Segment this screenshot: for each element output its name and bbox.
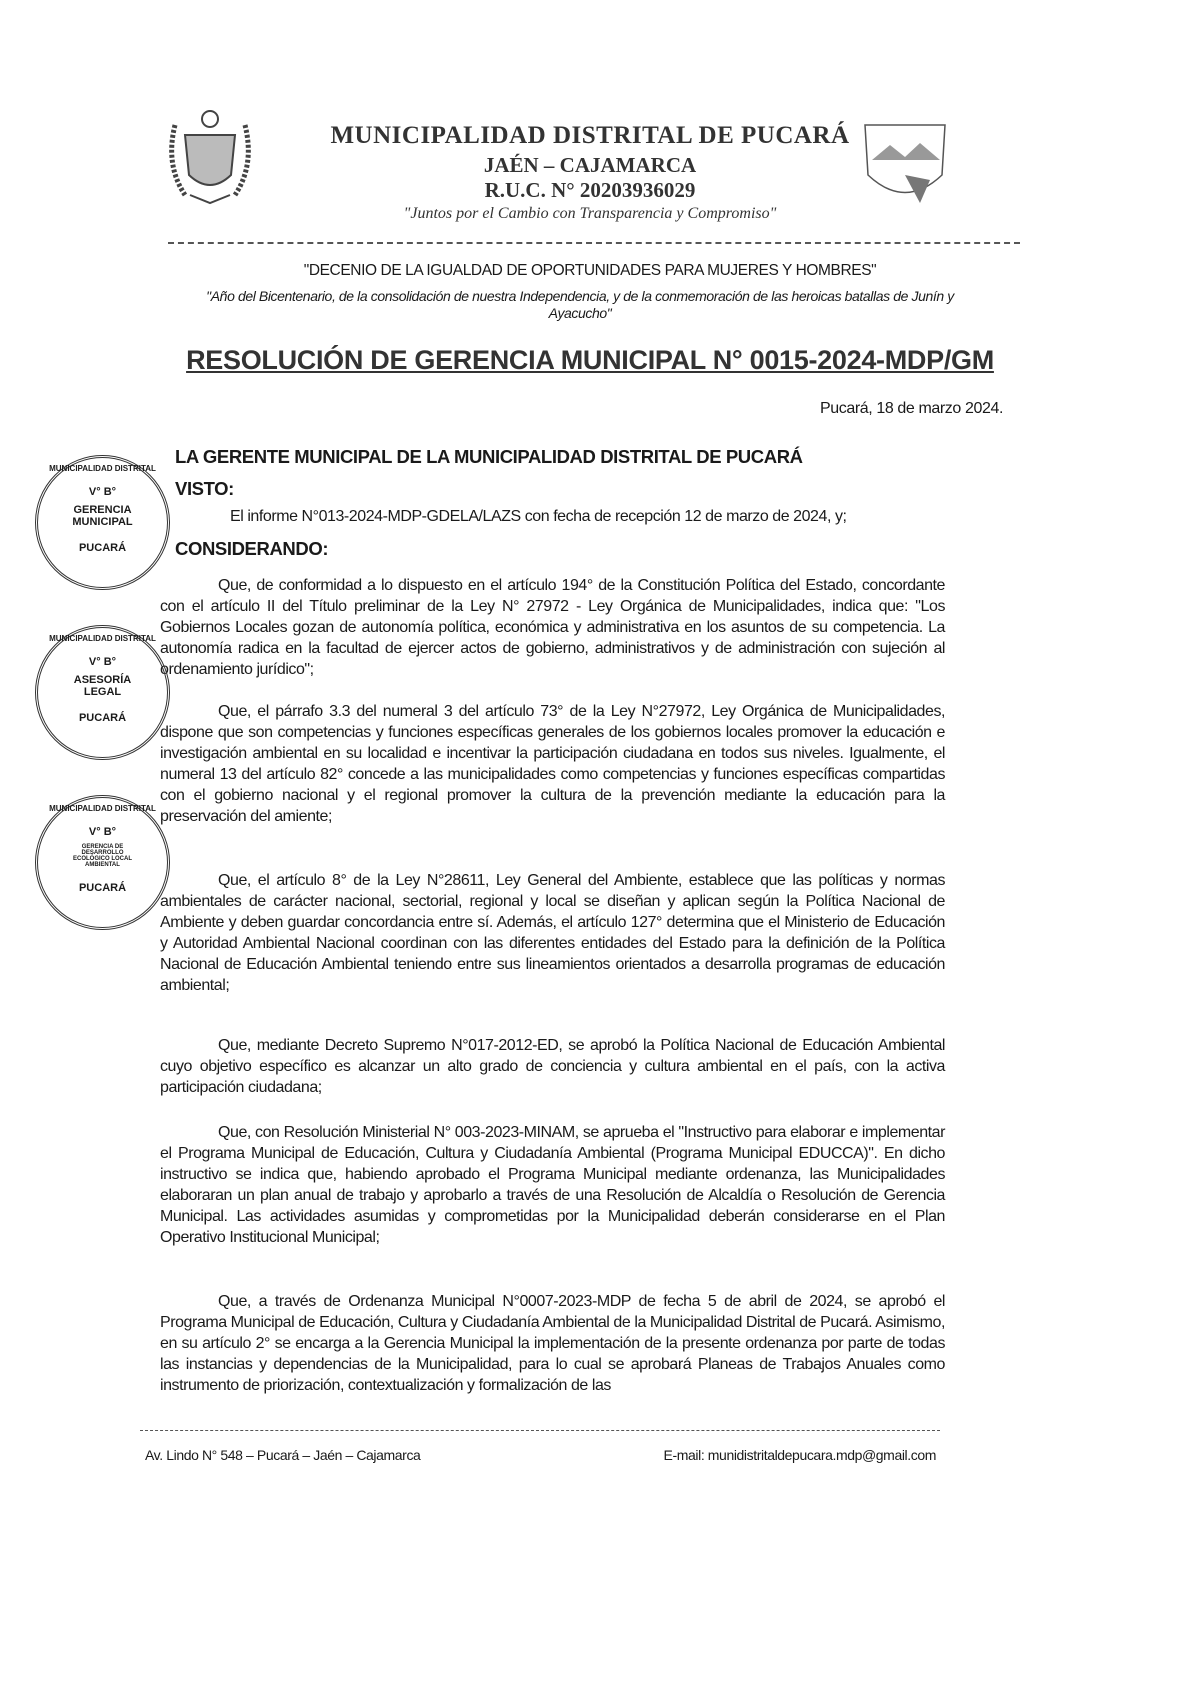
stamp-vb: V° B° [88, 656, 117, 668]
paragraph-1: Que, de conformidad a lo dispuesto en el artículo 194° de la Constitución Política del Estado, concordante con el artículo II del Título preliminar de la Ley N° 27972 - Ley Orgánica de Municipalidades, indica que: "Los Gobiernos Locales gozan de autonomía política, económica y administrativa en los asuntos de su competencia. La autonomía radica en la facultad de ejercer actos de gobierno, administrativos y de administración con sujeción al ordenamiento jurídico"; [160, 577, 945, 678]
decade-name: "DECENIO DE LA IGUALDAD DE OPORTUNIDADES PARA MUJERES Y HOMBRES" [303, 262, 877, 279]
stamp-office: ASESORÍA LEGAL [73, 674, 132, 698]
peru-coat-of-arms-logo [165, 105, 255, 205]
header-divider [168, 242, 1020, 244]
footer-address: Av. Lindo N° 548 – Pucará – Jaén – Cajamarca [145, 1447, 421, 1463]
stamp-vb: V° B° [88, 486, 117, 498]
stamp-bottom: PUCARÁ [78, 712, 127, 724]
footer-email: E-mail: munidistritaldepucara.mdp@gmail.com [663, 1447, 936, 1463]
municipality-ruc: R.U.C. N° 20203936029 [484, 178, 696, 202]
stamp-vb: V° B° [88, 826, 117, 838]
stamp-office: GERENCIA DE DESARROLLO ECOLÓGICO LOCAL AMBIENTAL [73, 844, 132, 868]
stamp-top: MUNICIPALIDAD DISTRITAL [49, 464, 156, 473]
resolution-title: RESOLUCIÓN DE GERENCIA MUNICIPAL N° 0015-2024-MDP/GM [186, 345, 994, 375]
authority-heading: LA GERENTE MUNICIPAL DE LA MUNICIPALIDAD DISTRITAL DE PUCARÁ [175, 446, 803, 467]
municipality-motto: "Juntos por el Cambio con Transparencia y Compromiso" [403, 205, 777, 222]
stamp-office: GERENCIA MUNICIPAL [72, 504, 133, 528]
municipality-location: JAÉN – CAJAMARCA [483, 153, 697, 177]
stamp-bottom: PUCARÁ [78, 882, 127, 894]
stamp-desarrollo-ambiental [35, 795, 170, 930]
paragraph-4: Que, mediante Decreto Supremo N°017-2012-ED, se aprobó la Política Nacional de Educación Ambiental cuyo objetivo específico es alcanzar un alto grado de conciencia y cultura ambiental en el país, con la activa participación ciudadana; [160, 1037, 945, 1096]
stamp-bottom: PUCARÁ [78, 542, 127, 554]
paragraph-3: Que, el artículo 8° de la Ley N°28611, Ley General del Ambiente, establece que las políticas y normas ambientales de carácter nacional, sectorial, regional y local se diseñan y aplican según la Política Nacional de Ambiente y deben guardar concordancia entre sí. Además, el artículo 127° determina que el Ministerio de Educación y Autoridad Ambiental Nacional coordinan con las diferentes entidades del Estado para la definición de la Política Nacional de Educación Ambiental teniendo entre sus lineamientos orientados a desarrolla programas de educación ambiental; [160, 872, 945, 994]
stamp-asesoria-legal [35, 625, 170, 760]
footer-divider [140, 1430, 940, 1431]
stamp-top: MUNICIPALIDAD DISTRITAL [49, 804, 156, 813]
visto-text: El informe N°013-2024-MDP-GDELA/LAZS con fecha de recepción 12 de marzo de 2024, y; [230, 508, 847, 525]
considerando-heading: CONSIDERANDO: [175, 538, 329, 559]
paragraph-6: Que, a través de Ordenanza Municipal N°0007-2023-MDP de fecha 5 de abril de 2024, se aprobó el Programa Municipal de Educación, Cultura y Ciudadanía Ambiental de la Municipalidad Distrital de Pucará. Asimismo, en su artículo 2° se encarga a la Gerencia Municipal la implementación de la presente ordenanza por parte de todas las instancias y dependencias de la Municipalidad, para lo cual se aprobará Planeas de Trabajos Anuales como instrumento de priorización, contextualización y formalización de las [160, 1293, 945, 1394]
municipality-name: MUNICIPALIDAD DISTRITAL DE PUCARÁ [330, 122, 850, 149]
paragraph-5: Que, con Resolución Ministerial N° 003-2023-MINAM, se aprueba el "Instructivo para elaborar e implementar el Programa Municipal de Educación, Cultura y Ciudadanía Ambiental (Programa Municipal EDUCCA)". En dicho instructivo se indica que, habiendo aprobado el Programa Municipal mediante ordenanza, las Municipalidades elaboraran un plan anual de trabajo y aprobarlo a través de una Resolución de Alcaldía o Resolución de Gerencia Municipal. Las actividades asumidas y comprometidas por la Municipalidad deberán considerarse en el Plan Operativo Institucional Municipal; [160, 1124, 945, 1246]
visto-heading: VISTO: [175, 478, 234, 499]
year-name: "Año del Bicentenario, de la consolidación de nuestra Independencia, y de la conmemoración de las heroicas batallas de Junín y Ayacucho" [206, 288, 954, 321]
document-date: Pucará, 18 de marzo 2024. [819, 400, 1003, 417]
stamp-gerencia-municipal [35, 455, 170, 590]
stamp-top: MUNICIPALIDAD DISTRITAL [49, 634, 156, 643]
paragraph-2: Que, el párrafo 3.3 del numeral 3 del artículo 73° de la Ley N°27972, Ley Orgánica de Municipalidades, dispone que son competencias y funciones específicas generales de los gobiernos locales promover la educación e investigación ambiental en su localidad e incentivar la participación ciudadana en todos sus niveles. Igualmente, el numeral 13 del artículo 82° concede a las municipalidades como competencias y funciones específicas compartidas con el gobierno nacional y el regional promover la cultura de la prevención mediante la educación para la preservación del amiente; [160, 703, 945, 825]
